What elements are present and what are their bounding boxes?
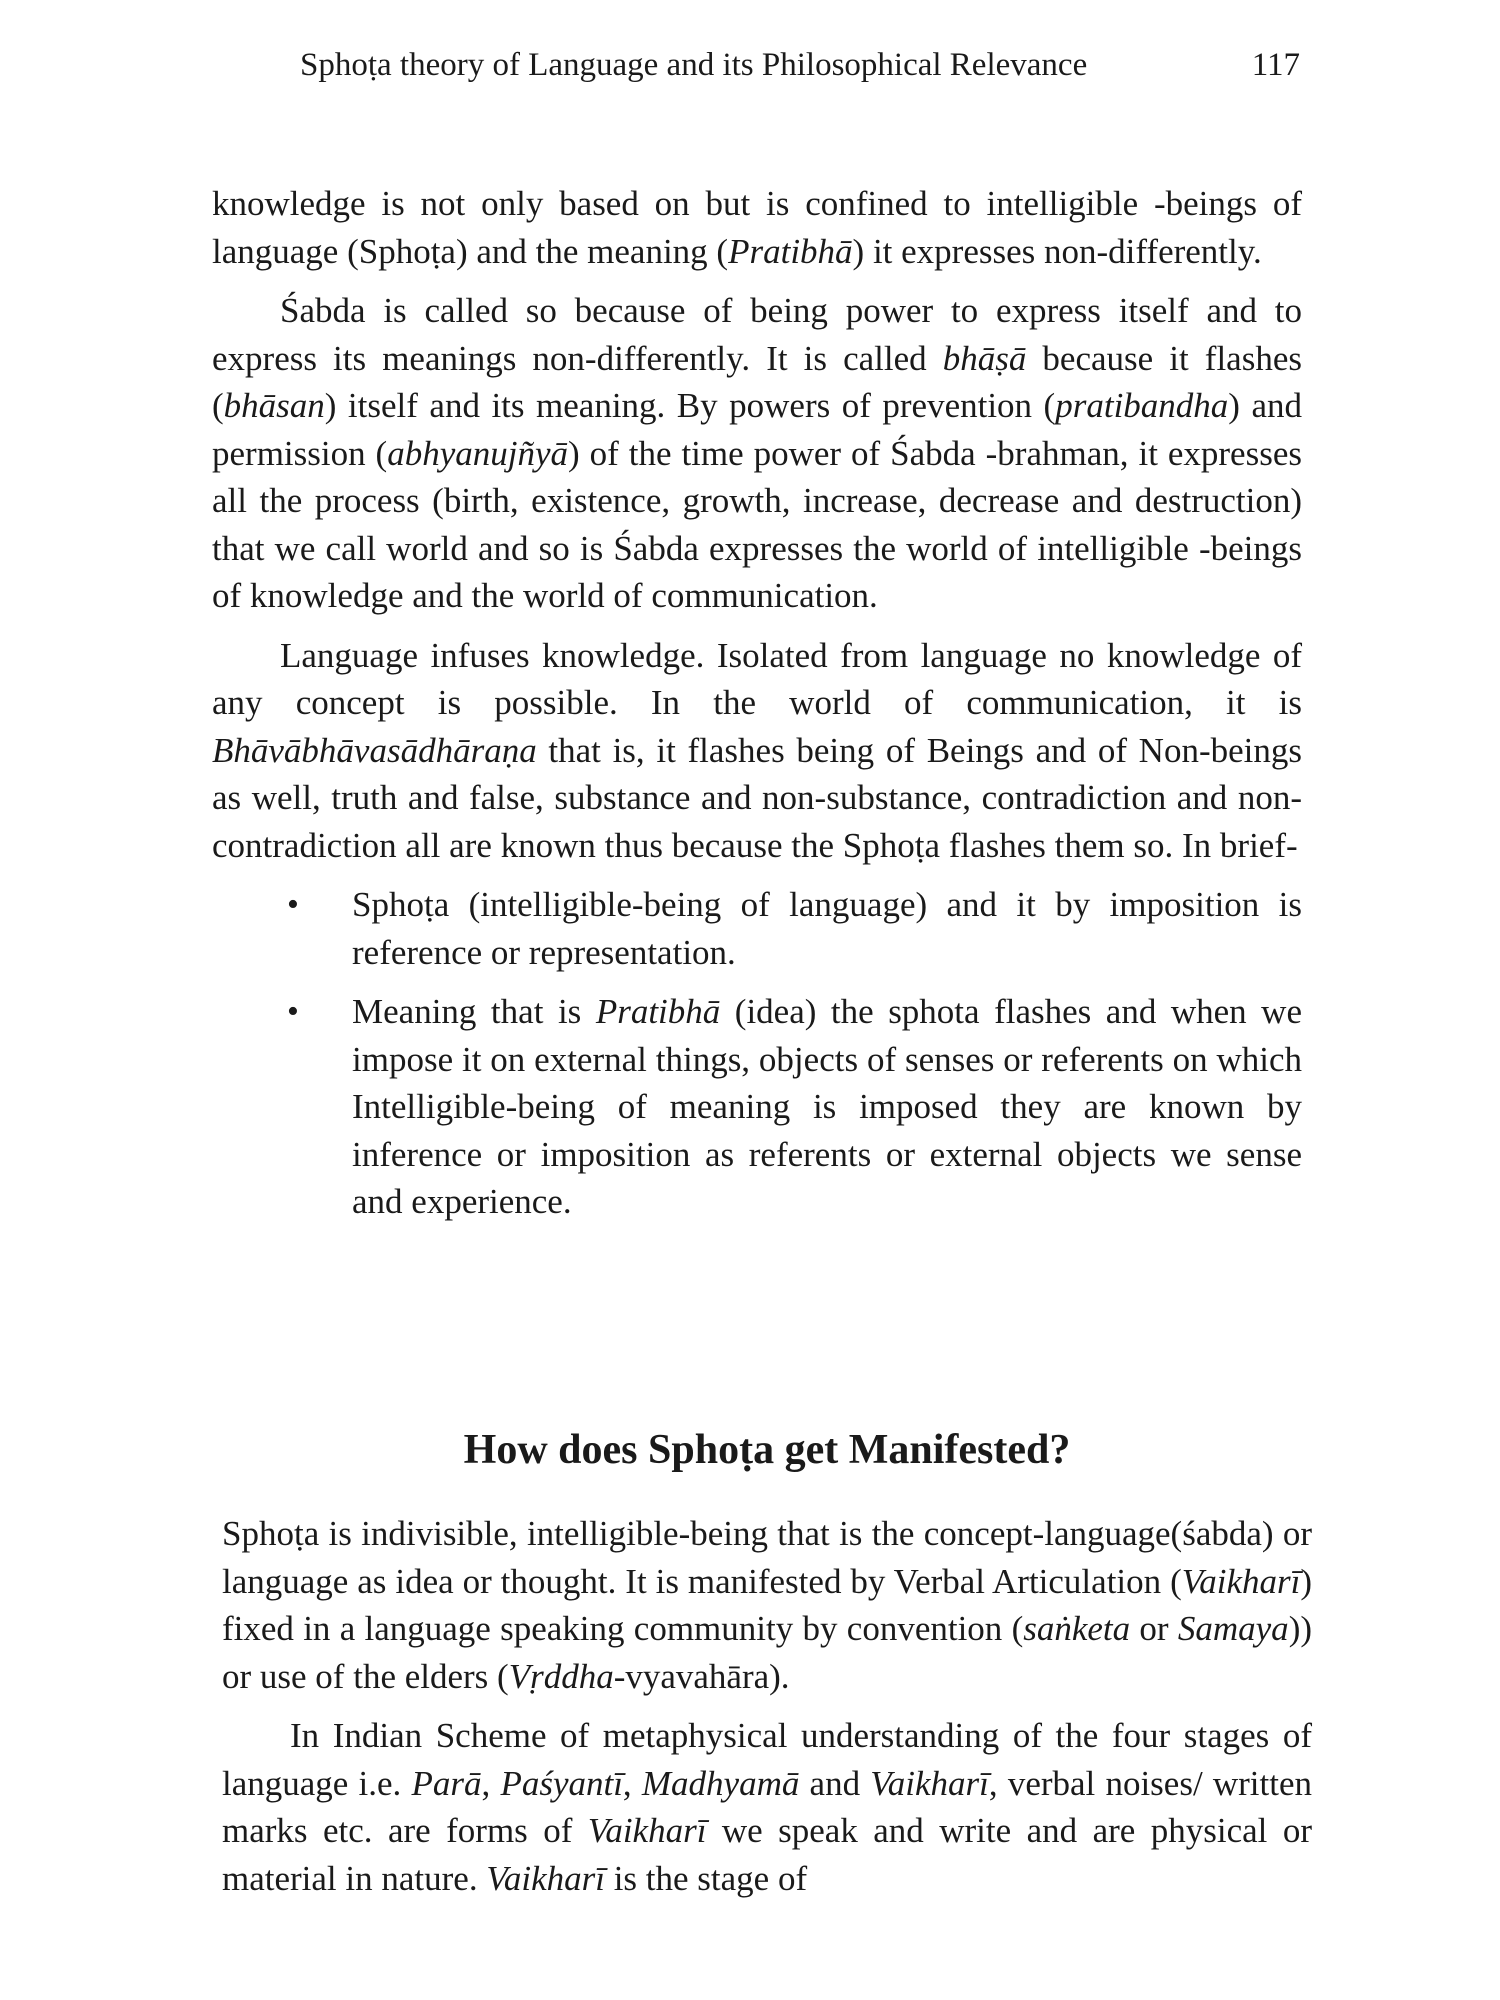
paragraph-sphota-indivisible: Sphoṭa is indivisible, intelligible-being that is the concept-language(śabda) or language as idea or thought. It is manifested by Verbal Articulation (Vaikharī) fixed in a language speaking community by convention (saṅketa or Samaya)) or use of the elders (Vṛddha-vyavahāra). xyxy=(222,1514,1312,1696)
paragraph-language-infuses: Language infuses knowledge. Isolated from language no knowledge of any concept is possible. In the world of communication, it is Bhāvābhāvasādhāraṇa that is, it flashes being of Beings and of Non-beings as well, truth and false, substance and non-substance, contradiction and non-contradiction all are known thus because the Sphoṭa flashes them so. In brief- xyxy=(212,635,1302,865)
paragraph-indian-scheme: In Indian Scheme of metaphysical understanding of the four stages of language i.e. Parā, Paśyantī, Madhyamā and Vaikharī, verbal noises/ written marks etc. are forms of Vaikharī we speak and write and are physical or material in nature. Vaikharī is the stage of xyxy=(222,1716,1313,1898)
text-block-upper xyxy=(212,180,1302,1238)
running-header xyxy=(300,40,1300,90)
list-item: • Sphoṭa (intelligible-being of language) and it by imposition is reference or representation. xyxy=(212,881,1302,976)
text-block-lower xyxy=(222,1510,1312,1914)
bullet-icon: • xyxy=(287,886,299,923)
list-item: • Meaning that is Pratibhā (idea) the sphota flashes and when we impose it on external things, objects of senses or referents on which Intelligible-being of meaning is imposed they are known by inference or imposition as referents or external objects we sense and experience. xyxy=(212,988,1302,1226)
bullet-icon: • xyxy=(287,993,299,1030)
paragraph-continuation: knowledge is not only based on but is confined to intelligible -beings of language (Sphoṭa) and the meaning (Pratibhā) it expresses non-differently. xyxy=(212,184,1302,271)
running-title: Sphoṭa theory of Language and its Philosophical Relevance xyxy=(300,47,1088,83)
section-heading: How does Sphoṭa get Manifested? xyxy=(463,1427,1071,1473)
bullet-list xyxy=(212,881,1302,1226)
paragraph-sabda: Śabda is called so because of being power to express itself and to express its meanings non-differently. It is called bhāṣā because it flashes (bhāsan) itself and its meaning. By powers of prevention (pratibandha) and permission (abhyanujñyā) of the time power of Śabda -brahman, it expresses all the process (birth, existence, growth, increase, decrease and destruction) that we call world and so is Śabda expresses the world of intelligible -beings of knowledge and the world of communication. xyxy=(212,291,1302,615)
page-number: 117 xyxy=(1251,47,1300,83)
